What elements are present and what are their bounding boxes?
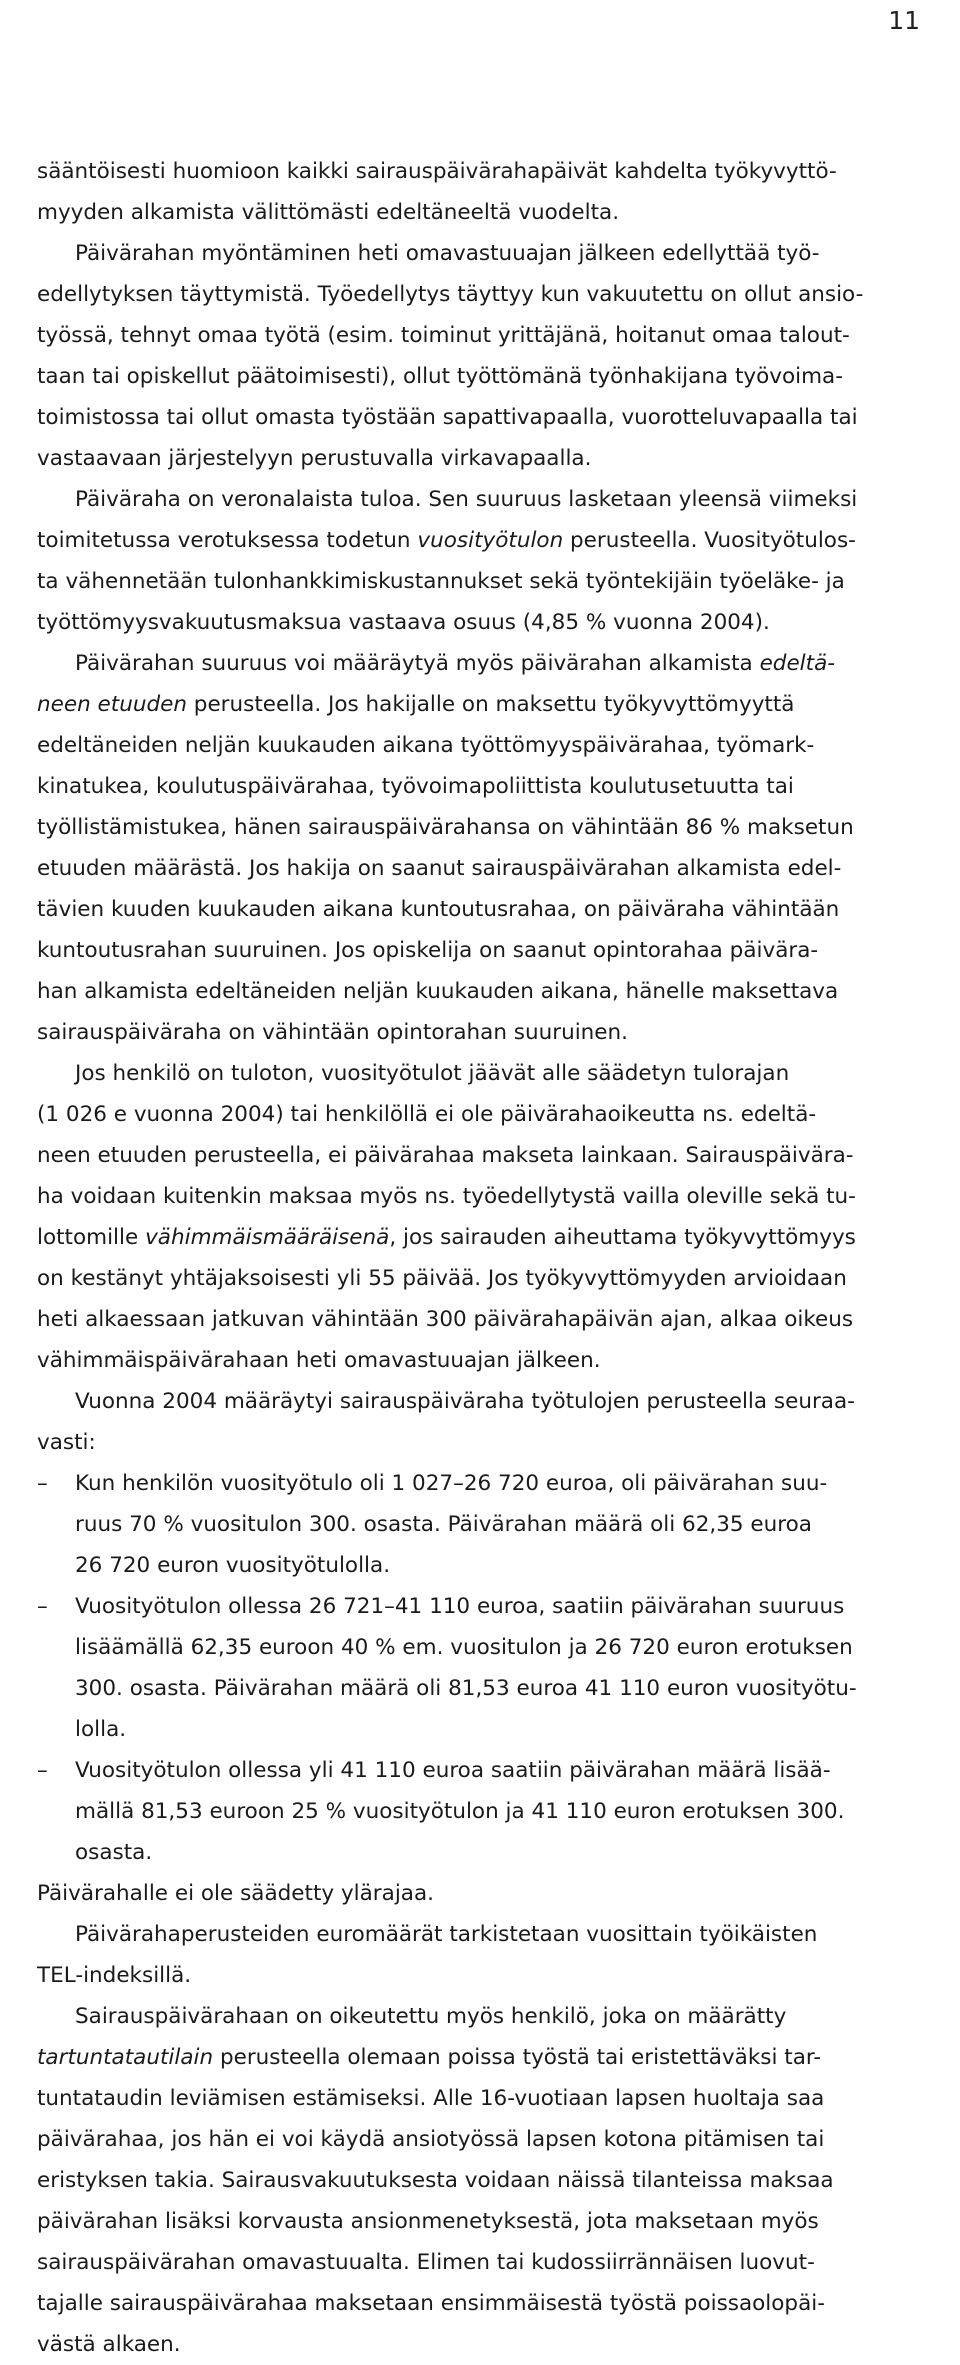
text-line [37,1914,923,1955]
list-item-line [37,1750,923,1791]
text-line [37,1135,923,1176]
text-segment: päivärahaa, jos hän ei voi käydä ansiotyössä lapsen kotona pitämisen tai [37,2127,825,2152]
text-line [37,356,923,397]
text-line [37,2037,923,2078]
text-line [37,2324,923,2365]
text-segment: (1 026 e vuonna 2004) tai henkilöllä ei ole päivärahaoikeutta ns. edeltä- [37,1102,817,1127]
text-segment: toimistossa tai ollut omasta työstään sapattivapaalla, vuorotteluvapaalla tai [37,405,858,430]
text-line [37,725,923,766]
text-segment: han alkamista edeltäneiden neljän kuukauden aikana, hänelle maksettava [37,979,839,1004]
text-line [37,274,923,315]
text-line [37,1709,923,1750]
text-line [37,1299,923,1340]
emphasized-term: tartuntatautilain [37,2045,214,2070]
list-item-line [37,1463,923,1504]
text-segment: myyden alkamista välittömästi edeltäneeltä vuodelta. [37,200,620,225]
text-segment: västä alkaen. [37,2332,181,2357]
text-segment: on kestänyt yhtäjaksoisesti yli 55 päivää. Jos työkyvyttömyyden arvioidaan [37,1266,847,1291]
text-segment: Vuosityötulon ollessa 26 721–41 110 euroa, saatiin päivärahan suuruus [75,1594,845,1619]
text-segment: työllistämistukea, hänen sairauspäivärahansa on vähintään 86 % maksetun [37,815,854,840]
text-segment: sairauspäivärahan omavastuualta. Elimen tai kudossiirrännäisen luovut- [37,2250,815,2275]
text-segment: lottomille [37,1225,146,1250]
text-line [37,561,923,602]
text-line [37,1094,923,1135]
text-segment: lisäämällä 62,35 euroon 40 % em. vuositulon ja 26 720 euron erotuksen [75,1635,853,1660]
emphasized-term: neen etuuden [37,692,187,717]
text-segment: työttömyysvakuutusmaksua vastaava osuus (4,85 % vuonna 2004). [37,610,770,635]
bullet-dash: – [37,1594,48,1619]
text-line [37,520,923,561]
text-line [37,1258,923,1299]
text-segment: 300. osasta. Päivärahan määrä oli 81,53 euroa 41 110 euron vuosityötu- [75,1676,857,1701]
text-line [37,848,923,889]
text-segment: Päivärahaperusteiden euromäärät tarkistetaan vuosittain työikäisten [75,1922,818,1947]
text-line [37,1873,923,1914]
text-line [37,1955,923,1996]
text-segment: Päiväraha on veronalaista tuloa. Sen suuruus lasketaan yleensä viimeksi [75,487,858,512]
text-line [37,766,923,807]
text-line [37,889,923,930]
text-line [37,2242,923,2283]
text-segment: neen etuuden perusteella, ei päivärahaa makseta lainkaan. Sairauspäivära- [37,1143,854,1168]
text-segment: Vuosityötulon ollessa yli 41 110 euroa saatiin päivärahan määrä lisää- [75,1758,831,1783]
text-line [37,1012,923,1053]
text-segment: vähimmäispäivärahaan heti omavastuuajan jälkeen. [37,1348,601,1373]
text-line [37,397,923,438]
text-segment: , jos sairauden aiheuttama työkyvyttömyys [389,1225,856,1250]
text-segment: ruus 70 % vuositulon 300. osasta. Päivärahan määrä oli 62,35 euroa [75,1512,812,1537]
text-segment: tuntataudin leviämisen estämiseksi. Alle 16-vuotiaan lapsen huoltaja saa [37,2086,825,2111]
page-number: 11 [888,6,920,35]
text-line [37,1996,923,2037]
text-line [37,2283,923,2324]
text-line [37,684,923,725]
text-segment: päivärahan lisäksi korvausta ansionmenetyksestä, jota maksetaan myös [37,2209,819,2234]
text-segment: edeltäneiden neljän kuukauden aikana työttömyyspäivärahaa, työmark- [37,733,815,758]
bullet-dash: – [37,1758,48,1783]
text-line [37,1791,923,1832]
text-line [37,1340,923,1381]
text-line [37,1627,923,1668]
text-line [37,1668,923,1709]
text-line [37,1053,923,1094]
list-item-line [37,1586,923,1627]
text-line [37,1176,923,1217]
text-segment: mällä 81,53 euroon 25 % vuosityötulon ja 41 110 euron erotuksen 300. [75,1799,845,1824]
text-segment: 26 720 euron vuosityötulolla. [75,1553,391,1578]
text-line [37,315,923,356]
text-segment: TEL-indeksillä. [37,1963,192,1988]
text-line [37,1832,923,1873]
text-line [37,602,923,643]
text-segment: heti alkaessaan jatkuvan vähintään 300 päivärahapäivän ajan, alkaa oikeus [37,1307,854,1332]
text-segment: kinatukea, koulutuspäivärahaa, työvoimapoliittista koulutusetuutta tai [37,774,794,799]
body-text [37,151,923,2365]
text-segment: lolla. [75,1717,127,1742]
text-segment: osasta. [75,1840,153,1865]
text-line [37,643,923,684]
text-segment: perusteella. Jos hakijalle on maksettu työkyvyttömyyttä [186,692,795,717]
text-line [37,1422,923,1463]
emphasized-term: edeltä- [759,651,836,676]
text-line [37,151,923,192]
text-segment: perusteella. Vuosityötulos- [563,528,856,553]
text-line [37,2201,923,2242]
text-line [37,2160,923,2201]
text-segment: Sairauspäivärahaan on oikeutettu myös henkilö, joka on määrätty [75,2004,787,2029]
text-line [37,1381,923,1422]
text-segment: sairauspäiväraha on vähintään opintorahan suuruinen. [37,1020,628,1045]
text-segment: kuntoutusrahan suuruinen. Jos opiskelija on saanut opintorahaa päivära- [37,938,819,963]
text-segment: taan tai opiskellut päätoimisesti), ollut työttömänä työnhakijana työvoima- [37,364,843,389]
text-segment: eristyksen takia. Sairausvakuutuksesta voidaan näissä tilanteissa maksaa [37,2168,834,2193]
text-segment: Päivärahalle ei ole säädetty ylärajaa. [37,1881,434,1906]
text-segment: vasti: [37,1430,96,1455]
text-segment: Vuonna 2004 määräytyi sairauspäiväraha työtulojen perusteella seuraa- [75,1389,855,1414]
text-line [37,2078,923,2119]
text-line [37,2119,923,2160]
text-segment: vastaavaan järjestelyyn perustuvalla virkavapaalla. [37,446,592,471]
text-segment: ha voidaan kuitenkin maksaa myös ns. työedellytystä vailla oleville sekä tu- [37,1184,856,1209]
text-segment: Päivärahan suuruus voi määräytyä myös päivärahan alkamista [75,651,760,676]
text-segment: Kun henkilön vuosityötulo oli 1 027–26 720 euroa, oli päivärahan suu- [75,1471,828,1496]
text-segment: toimitetussa verotuksessa todetun [37,528,418,553]
text-segment: etuuden määrästä. Jos hakija on saanut sairauspäivärahan alkamista edel- [37,856,842,881]
text-line [37,192,923,233]
bullet-dash: – [37,1471,48,1496]
text-line [37,1217,923,1258]
text-line [37,1545,923,1586]
emphasized-term: vähimmäismääräisenä [145,1225,390,1250]
text-segment: tajalle sairauspäivärahaa maksetaan ensimmäisestä työstä poissaolopäi- [37,2291,825,2316]
text-segment: ta vähennetään tulonhankkimiskustannukset sekä työntekijäin työeläke- ja [37,569,845,594]
emphasized-term: vuosityötulon [417,528,564,553]
text-line [37,233,923,274]
text-segment: Päivärahan myöntäminen heti omavastuuajan jälkeen edellyttää työ- [75,241,820,266]
text-line [37,1504,923,1545]
text-segment: Jos henkilö on tuloton, vuosityötulot jäävät alle säädetyn tulorajan [75,1061,790,1086]
text-segment: edellytyksen täyttymistä. Työedellytys täyttyy kun vakuutettu on ollut ansio- [37,282,864,307]
text-segment: perusteella olemaan poissa työstä tai eristettäväksi tar- [213,2045,822,2070]
text-segment: tävien kuuden kuukauden aikana kuntoutusrahaa, on päiväraha vähintään [37,897,840,922]
text-segment: sääntöisesti huomioon kaikki sairauspäivärahapäivät kahdelta työkyvyttö- [37,159,837,184]
text-line [37,438,923,479]
text-line [37,971,923,1012]
text-line [37,479,923,520]
text-segment: työssä, tehnyt omaa työtä (esim. toiminut yrittäjänä, hoitanut omaa talout- [37,323,850,348]
text-line [37,807,923,848]
text-line [37,930,923,971]
